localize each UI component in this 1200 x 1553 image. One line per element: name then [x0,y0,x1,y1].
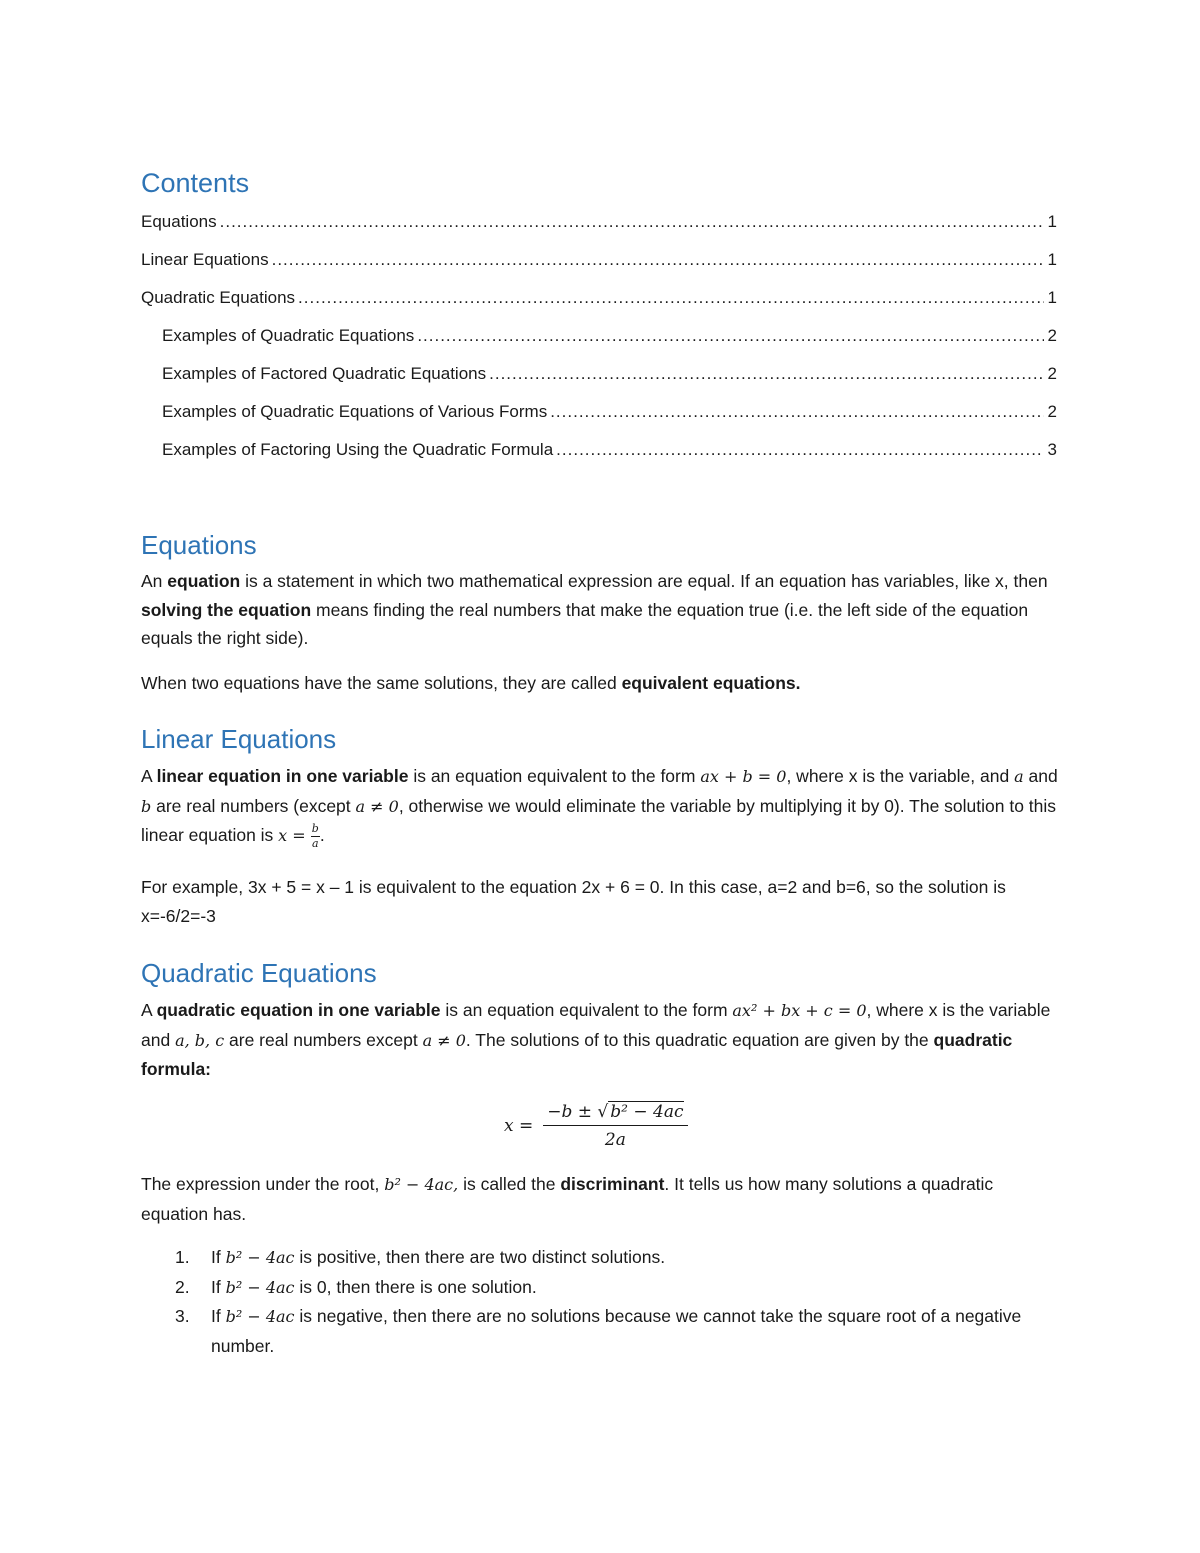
formula-numerator-prefix: −b ± √ [547,1102,609,1122]
list-item: 1. If b² − 4ac is positive, then there are two distinct solutions. [175,1247,666,1267]
toc-entry-page: 2 [1047,402,1057,421]
linear-paragraph-2: For example, 3x + 5 = x – 1 is equivalent to the equation 2x + 6 = 0. In this case, a=2 and b=6, so the solution is x=-6/2=-3 [141,877,1006,926]
toc-entry-page: 2 [1047,364,1057,383]
fraction-b-over-a: $\frac{b}{a}$ [311,821,319,850]
formula-denominator: 2a [604,1130,626,1150]
toc-entry-page: 1 [1047,250,1057,269]
toc-entry[interactable] [141,208,1057,246]
list-item: 2. If b² − 4ac is 0, then there is one solution. [175,1276,537,1297]
toc-entry-page: 2 [1047,326,1057,345]
section-heading-quadratic-equations: Quadratic Equations [141,958,377,988]
toc-entry[interactable] [141,436,1057,474]
table-of-contents [141,208,1057,474]
toc-title: Contents [141,168,250,198]
toc-entry-page: 1 [1047,212,1057,231]
toc-entry[interactable] [141,284,1057,322]
toc-entry-page: 3 [1047,440,1057,459]
section-heading-equations: Equations [141,530,257,560]
toc-entry-page: 1 [1047,288,1057,307]
toc-entry[interactable] [141,360,1057,398]
discriminant-list [141,1243,1061,1360]
toc-entry-label: Equations [141,212,217,231]
toc-entry[interactable] [141,322,1057,360]
quadratic-paragraph-2: The expression under the root, b² − 4ac, is called the discriminant. It tells us how many solutions a quadratic equation has. [141,1174,994,1224]
toc-entry-label: Linear Equations [141,250,269,269]
toc-entry[interactable] [141,246,1057,284]
toc-entry-label: Examples of Quadratic Equations of Various Forms [162,402,548,421]
section-heading-linear-equations: Linear Equations [141,724,337,754]
quadratic-formula [504,1096,688,1156]
formula-lhs: x = [504,1116,534,1136]
toc-entry-label: Examples of Quadratic Equations [162,326,415,345]
linear-paragraph-1: A linear equation in one variable is an equation equivalent to the form ax + b = 0, where x is the variable, and a and b are real numbers (except a ≠ 0, otherwise we would eliminate the variable by multiplying it by 0). The solution to this linear equation is x = $\frac{b}{a}$ . [141,766,1058,850]
toc-entry-label: Examples of Factored Quadratic Equations [162,364,487,383]
toc-entry-label: Examples of Factoring Using the Quadratic Formula [162,440,554,459]
equations-paragraph-2: When two equations have the same solutions, they are called equivalent equations. [141,673,801,693]
list-item: 3. If b² − 4ac is negative, then there are no solutions because we cannot take the square root of a negative number. [175,1306,1022,1356]
formula-radicand: b² − 4ac [610,1102,684,1122]
formula-fraction [543,1102,687,1150]
toc-entry[interactable] [141,398,1057,436]
equations-paragraph-1: An equation is a statement in which two mathematical expression are equal. If an equation has variables, like x, then solving the equation means finding the real numbers that make the equation true (i.e. the left side of the equation equals the right side). [141,571,1048,648]
quadratic-paragraph-1: A quadratic equation in one variable is an equation equivalent to the form ax² + bx + c = 0, where x is the variable and a, b, c are real numbers except a ≠ 0. The solutions of to this quadratic equation are given by the quadratic formula: [141,1000,1051,1079]
toc-entry-label: Quadratic Equations [141,288,296,307]
